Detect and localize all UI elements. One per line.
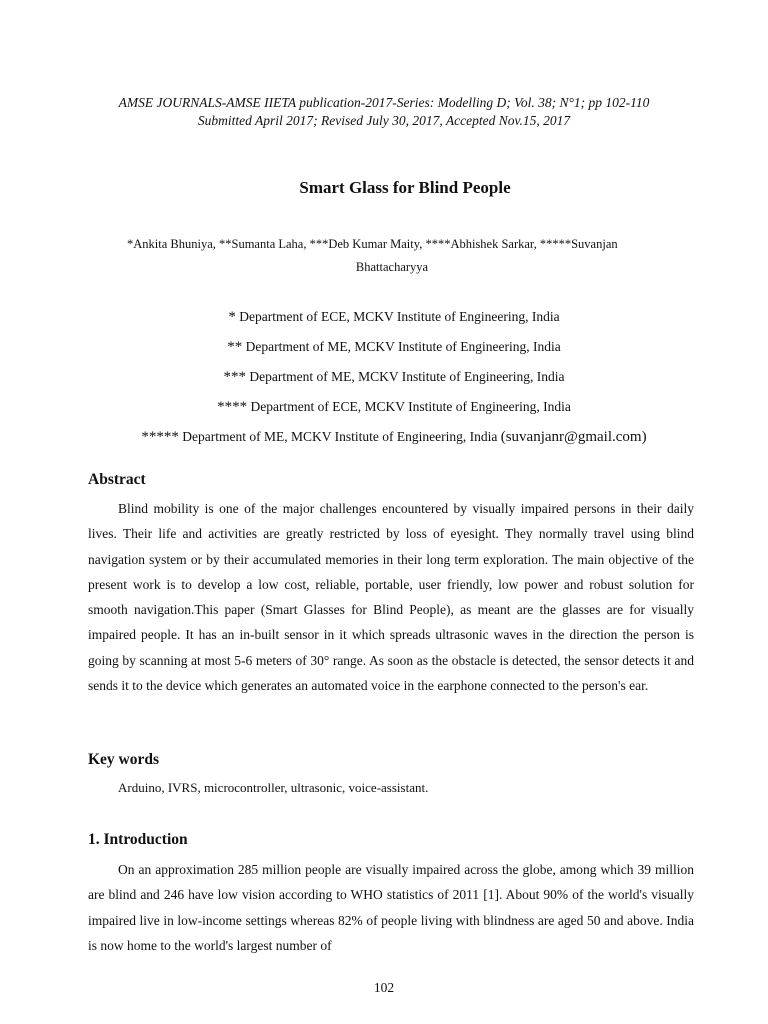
journal-citation-line: AMSE JOURNALS-AMSE IIETA publication-2017-Series: Modelling D; Vol. 38; N°1; pp 102-110 [118,95,650,110]
introduction-text: On an approximation 285 million people are visually impaired across the globe, among which 39 million are blind and 246 have low vision according to WHO statistics of 2011 [1]. About 90% of the world's visually impaired live in low-income settings whereas 82% of people living with blindness are aged 50 and above. India is now home to the world's largest number of [88,862,694,953]
affiliation-item [0,392,768,422]
page-number: 102 [373,980,395,995]
introduction-heading: 1. Introduction [88,831,188,848]
paper-title: Smart Glass for Blind People [299,178,511,197]
affiliation-item [0,362,768,392]
affiliation-marker: *** [223,369,247,385]
keywords-heading: Key words [88,751,160,768]
affiliation-text: Department of ME, MCKV Institute of Engineering, India [245,339,561,354]
affiliation-text: Department of ME, MCKV Institute of Engineering, India [182,429,498,444]
affiliation-marker: **** [217,399,248,415]
authors-line-2: Bhattacharyya [355,260,429,274]
author-email: (suvanjanr@gmail.com) [500,429,647,445]
keywords-text: Arduino, IVRS, microcontroller, ultrasonic, voice-assistant. [118,780,429,795]
affiliation-marker: ** [227,339,243,355]
abstract-heading: Abstract [88,471,146,488]
affiliation-item [0,332,768,362]
affiliation-text: Department of ME, MCKV Institute of Engineering, India [249,369,565,384]
authors-line-1: *Ankita Bhuniya, **Sumanta Laha, ***Deb Kumar Maity, ****Abhishek Sarkar, *****Suvanjan [127,237,618,251]
affiliation-list [0,302,768,452]
affiliation-item [0,302,768,332]
affiliation-text: Department of ECE, MCKV Institute of Engineering, India [250,399,571,414]
abstract-text: Blind mobility is one of the major challenges encountered by visually impaired persons in their daily lives. Their life and activities are greatly restricted by loss of eyesight. They normally travel using blind navigation system or by their accumulated memories in their long term exploration. The main objective of the present work is to develop a low cost, reliable, portable, user friendly, low power and robust solution for smooth navigation.This paper (Smart Glasses for Blind People), as meant are the glasses are for visually impaired people. It has an in-built sensor in it which spreads ultrasonic waves in the direction the person is going by scanning at most 5-6 meters of 30° range. As soon as the obstacle is detected, the sensor detects it and sends it to the device which generates an automated voice in the earphone connected to the person's ear. [88,501,694,694]
author-list [0,233,768,279]
submission-dates-line: Submitted April 2017; Revised July 30, 2017, Accepted Nov.15, 2017 [197,113,571,128]
affiliation-marker: * [228,309,236,325]
affiliation-text: Department of ECE, MCKV Institute of Engineering, India [239,309,560,324]
affiliation-item [0,422,768,452]
affiliation-marker: ***** [141,429,179,445]
journal-header [0,94,768,130]
